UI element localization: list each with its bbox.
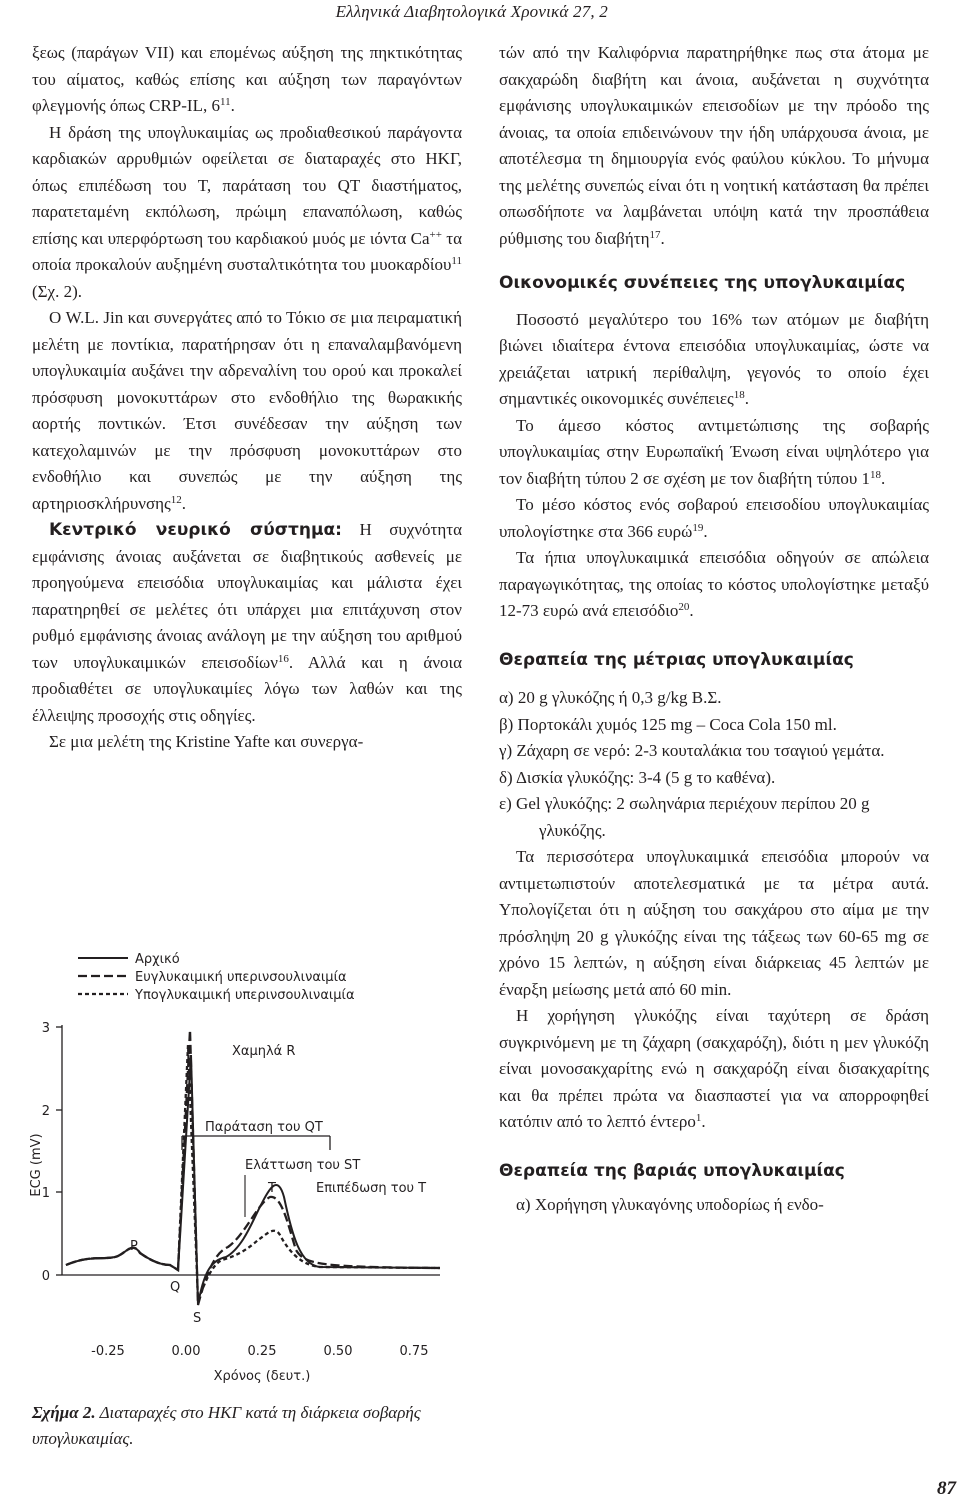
list-item: β) Πορτοκάλι χυμός 125 mg – Coca Cola 150 ml.	[499, 714, 837, 734]
legend-label-baseline: Αρχικό	[135, 952, 180, 967]
paragraph: Η δράση της υπογλυκαιμίας ως προδιαθεσικού παράγοντα καρδιακών αρρυθμιών οφείλεται σε διαταραχές στο ΗΚΓ, όπως επιπέδωση του Τ, παράταση του QT διαστήματος, παρατεταμένη εκπόλωση, πρώιμη επαναπόλωση, καθώς επίσης και υπερφόρτωση του καρδιακού μυός με ιόντα Ca++ τα οποία προκαλούν αυξημένη συσταλτικότητα του μυοκαρδίου$^{11}$ (Σχ. 2).	[32, 122, 462, 301]
section-heading: Θεραπεία της βαριάς υπογλυκαιμίας	[499, 1160, 845, 1181]
paragraph: Τα περισσότερα υπογλυκαιμικά επεισόδια μπορούν να αντιμετωπιστούν αποτελεσματικά με τα μέτρα αυτά. Υπολογίζεται ότι η αύξηση του σακχάρου στο αίμα με την πρόσληψη 20 g γλυκόζης είναι της τάξεως των 60-65 mg σε χρόνο 15 λεπτών, η αύξηση είναι διάρκειας 45 λεπτών με έναρξη μείωσης μετά από 60 min.	[499, 847, 929, 999]
page-number: 87	[937, 1478, 956, 1499]
running-head: Ελληνικά Διαβητολογικά Χρονικά 27, 2	[335, 2, 608, 21]
annotation-t-flat: Επιπέδωση του Τ	[316, 1181, 427, 1196]
ecg-figure	[0, 935, 470, 1395]
paragraph: Ποσοστό μεγαλύτερο του 16% των ατόμων με διαβήτη βιώνει ιδιαίτερα έντονα επεισόδια υπογλυκαιμίας, ώστε να χρειάζεται ιατρική περίθαλψη, γεγονός το οποίο έχει σημαντικές οικονομικές συνέπειες$^{18}$.	[499, 309, 929, 408]
paragraph: Κεντρικό νευρικό σύστημα: Η συχνότητα εμφάνισης άνοιας αυξάνεται σε διαβητικούς ασθενείς με προηγούμενα επεισόδια υπογλυκαιμίας και μάλιστα έχει παρατηρηθεί σε μελέτες ότι υπάρχει μια επιτάχυνση στον ρυθμό εμφάνισης άνοιας ανάλογη με την αύξηση του αριθμού των υπογλυκαιμικών επεισοδίων$^{16}$. Αλλά και η άνοια προδιαθέτει σε υπογλυκαιμίες λόγω των λαθών και της έλλειψης προσοχής στις οδηγίες.	[32, 520, 462, 725]
paragraph: Το άμεσο κόστος αντιμετώπισης της σοβαρής υπογλυκαιμίας στην Ευρωπαϊκή Ένωση είναι υψηλότερο για τον διαβήτη τύπου 2 σε σχέση με τον διαβήτη τύπου $1^{18}$.	[499, 415, 929, 488]
right-column	[499, 40, 929, 1219]
list-item: ε) Gel γλυκόζης: 2 σωληνάρια περιέχουν περίπου 20 g γλυκόζης.	[499, 794, 870, 840]
annotation-q: Q	[170, 1280, 181, 1295]
y-tick-label: 0	[41, 1269, 50, 1284]
x-axis-label: Χρόνος (δευτ.)	[213, 1369, 311, 1384]
x-tick-label: 0.75	[399, 1344, 429, 1359]
paragraph: α) Χορήγηση γλυκαγόνης υποδορίως ή ενδο-	[516, 1195, 824, 1214]
annotation-s: S	[193, 1311, 202, 1326]
section-heading: Θεραπεία της μέτριας υπογλυκαιμίας	[499, 649, 854, 670]
legend-label-euglycemic: Ευγλυκαιμική υπερινσουλιναιμία	[135, 970, 347, 985]
paragraph: τών από την Καλιφόρνια παρατηρήθηκε πως στα άτομα με σακχαρώδη διαβήτη και άνοια, αυξάνεται η συχνότητα εμφάνισης υπογλυκαιμικών επεισοδίων με την πρόοδο της άνοιας, τα οποία επιδεινώνουν την ήδη υπάρχουσα άνοια, με αποτέλεσμα τη δημιουργία ενός φαύλου κύκλου. Το μήνυμα της μελέτης συνεπώς είναι ότι η νοητική κατάσταση θα πρέπει οπωσδήποτε να λαμβάνεται υπόψη κατά την προσπάθεια ρύθμισης του διαβήτη$^{17}$.	[499, 43, 929, 248]
y-tick-label: 2	[41, 1104, 50, 1119]
annotation-st: Ελάττωση του ST	[245, 1158, 361, 1173]
annotation-t: T	[268, 1181, 276, 1196]
section-heading: Οικονομικές συνέπειες της υπογλυκαιμίας	[499, 273, 906, 293]
x-tick-label: 0.25	[247, 1344, 277, 1359]
trace-baseline	[66, 1055, 440, 1305]
list-item: δ) Δισκία γλυκόζης: 3-4 (5 g το καθένα).	[499, 767, 776, 787]
ecg-chart	[0, 935, 470, 1395]
inline-heading: Κεντρικό νευρικό σύστημα:	[49, 520, 342, 540]
annotation-p: P	[130, 1239, 138, 1254]
list-item: α) 20 g γλυκόζης ή 0,3 g/kg Β.Σ.	[499, 688, 722, 707]
annotation-low-r: Χαμηλά R	[232, 1044, 296, 1059]
y-ticks	[42, 1021, 62, 1284]
paragraph: Ο W.L. Jin και συνεργάτες από το Τόκιο σε μια πειραματική μελέτη με ποντίκια, παρατήρησαν ότι η επαναλαμβανόμενη υπογλυκαιμία αυξάνει την αδρεναλίνη του ορού και προκαλεί πρόσφυση μονοκυττάρων στο ενδοθήλιο της θωρακικής αορτής ποντικών. Έτσι συνέδεσαν την αύξηση των κατεχολαμινών με την πρόσφυση μονοκυττάρων στο ενδοθήλιο και συνεπώς με την αύξηση της αρτηριοσκλήρυνσης$^{12}$.	[32, 308, 462, 513]
x-tick-label: -0.25	[91, 1344, 125, 1359]
y-tick-label: 3	[41, 1021, 50, 1036]
paragraph: ξεως (παράγων VII) και επομένως αύξηση της πηκτικότητας του αίματος, καθώς επίσης και αύξηση των παραγόντων φλεγμονής όπως CRP-IL, $6^{11}$.	[32, 43, 462, 115]
paragraph: Σε μια μελέτη της Kristine Yafte και συνεργα-	[49, 732, 364, 751]
legend-label-hypoglycemic: Υπογλυκαιμική υπερινσουλιναιμία	[135, 988, 355, 1003]
annotation-qt: Παράταση του QT	[205, 1120, 323, 1135]
figure-caption: Σχήμα 2. Διαταραχές στο ΗΚΓ κατά τη διάρκεια σοβαρής υπογλυκαιμίας.	[32, 1403, 421, 1448]
x-tick-label: 0.00	[171, 1344, 201, 1359]
left-column	[32, 40, 462, 756]
paragraph: Τα ήπια υπογλυκαιμικά επεισόδια οδηγούν σε απώλεια παραγωγικότητας, της οποίας το κόστος υπολογίστηκε μεταξύ 12-73 ευρώ ανά επεισόδιο$^{20}$.	[499, 548, 929, 620]
x-ticks	[91, 1344, 428, 1359]
paragraph: Το μέσο κόστος ενός σοβαρού επεισοδίου υπογλυκαιμίας υπολογίστηκε στα 366 ευρώ$^{19}$.	[499, 495, 929, 541]
y-axis-label: ECG (mV)	[29, 1133, 44, 1197]
paragraph: Η χορήγηση γλυκόζης είναι ταχύτερη σε δράση συγκρινόμενη με τη ζάχαρη (σακχαρόζη), διότι η μεν γλυκόζη είναι μονοσακχαρίτης ενώ η σακχαρόζη είναι δισακχαρίτης και θα πρέπει πρώτα να διασπαστεί για να απορροφηθεί κατόπιν από το λεπτό έντερο$^1$.	[499, 1006, 929, 1131]
y-tick-label: 1	[41, 1186, 50, 1201]
x-tick-label: 0.50	[323, 1344, 353, 1359]
list-item: γ) Ζάχαρη σε νερό: 2-3 κουταλάκια του τσαγιού γεμάτα.	[499, 741, 885, 760]
